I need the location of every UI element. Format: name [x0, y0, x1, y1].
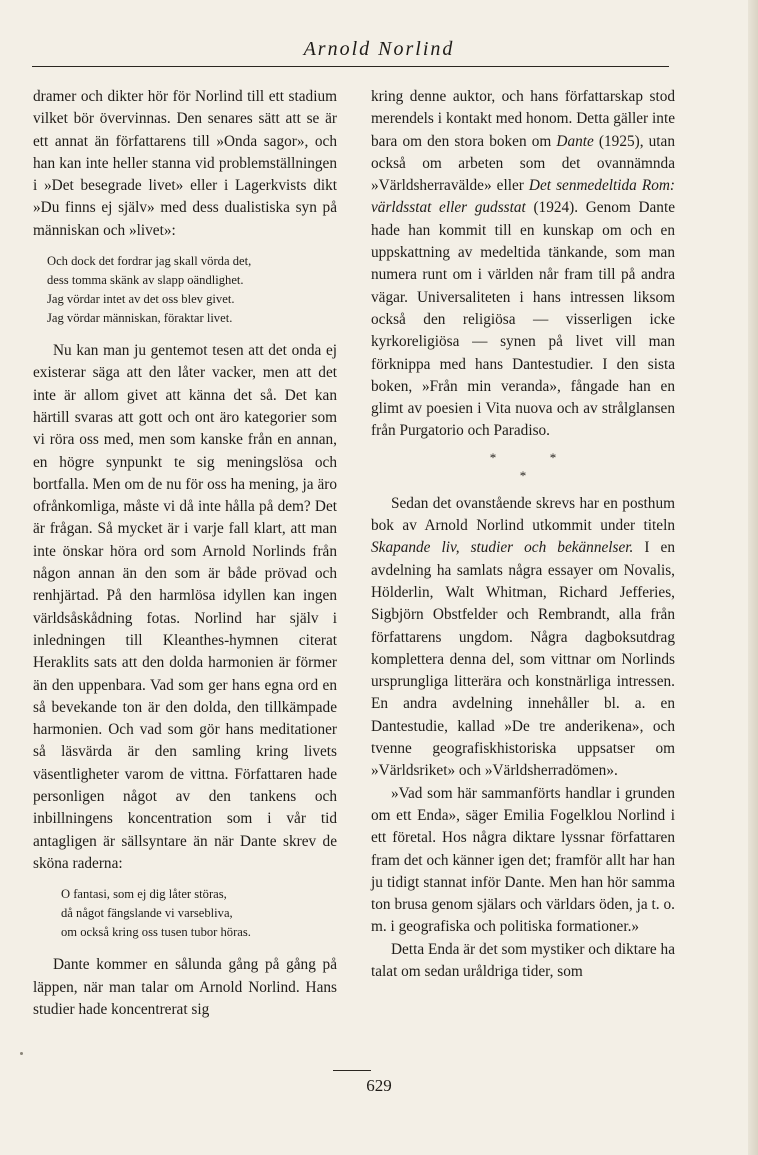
book-title: Det senmedeltida Rom: världsstat eller gudsstat: [371, 177, 675, 217]
section-break-asterisks: [371, 449, 675, 485]
paragraph: kring denne auktor, och hans författarskap stod merendels i kontakt med honom. Detta gäller inte bara om den stora boken om Dante (1925), utan också om arbeten som det ovannämnda »Världsherravälde» eller Det senmedeltida Rom: världsstat eller gudsstat (1924). Genom Dante hade han kommit till en kunskap om och en uppskattning av medeltida tänkande, som man numera runt om i världen når fram till på andra vägar. Universaliteten i hans intressen liksom också den religiösa — visserligen icke kyrkoreligiösa — synen på livet vill man förknippa med hans Dantestudier. I den sista boken, »Från min veranda», fångade han en glimt av poesien i Vita nuova och av strålglansen från Purgatorio och Paradiso.: [371, 88, 675, 440]
paragraph: Dante kommer en sålunda gång på gång på läppen, när man talar om Arnold Norlind. Hans studier hade koncentrerat sig: [33, 956, 337, 1018]
paragraph: Detta Enda är det som mystiker och diktare ha talat om sedan uråldriga tider, som: [371, 940, 675, 980]
asterisk: *: [549, 449, 557, 465]
running-head: Arnold Norlind: [303, 38, 455, 60]
left-column: [33, 86, 337, 1021]
verse-line: då något fängslande vi varsebliva,: [61, 906, 233, 921]
verse-line: om också kring oss tusen tubor höras.: [61, 925, 251, 940]
verse-line: Jag vördar människan, föraktar livet.: [47, 311, 233, 326]
right-column: [371, 86, 675, 983]
verse-line: dess tomma skänk av slapp oändlighet.: [47, 273, 244, 288]
book-title: Skapande liv, studier och bekännelser.: [371, 539, 634, 557]
verse-quote: [61, 885, 337, 942]
folio-rule: [333, 1070, 371, 1071]
verse-line: Jag vördar intet av det oss blev givet.: [47, 292, 235, 307]
asterisk: *: [489, 449, 497, 465]
paragraph: dramer och dikter hör för Norlind till ett stadium vilket bör övervinnas. Den senares sätt att se är ett annat än författarens till »Onda sagor», och han kan inte heller stanna vid problemställningen i »Det besegrade livet» eller i Lagerkvists dikt »Du finns ej själv» med dess dualistiska syn på människan och »livet»:: [33, 88, 337, 239]
paragraph: Sedan det ovanstående skrevs har en posthum bok av Arnold Norlind utkommit under titeln Skapande liv, studier och bekännelser. I en avdelning ha samlats några essayer om Novalis, Hölderlin, Walt Whitman, Richard Jefferies, Sigbjörn Obstfelder och Rembrandt, alla från författarens ungdom. Några dagboksutdrag komplettera denna del, som vittnar om Norlinds ursprungliga litterära och konstnärliga intressen. En andra avdelning innehåller bl. a. en Dantestudie, kallad »De tre anderikena», och tvenne geografiskhistoriska uppsatser om »Världsriket» och »Världsherradömen».: [371, 494, 675, 780]
page-edge-shadow: [748, 0, 758, 1155]
asterisk: *: [519, 467, 527, 483]
page-number: 629: [366, 1076, 392, 1095]
paper-speck: [20, 1052, 23, 1055]
paragraph: »Vad som här sammanförts handlar i grunden om ett Enda», säger Emilia Fogelklou Norlind i ett företal. Hos några diktare lyssnar författaren fram det och känner igen det; framför allt har han ju tidigt stannat inför Dante. Men han hör samma ton brusa genom själars och världars öden, ja t. o. m. i geografiska och politiska formationer.»: [371, 784, 675, 936]
verse-quote: [47, 252, 337, 328]
header-rule: [32, 66, 669, 67]
paragraph: Nu kan man ju gentemot tesen att det onda ej existerar säga att den låter vacker, men att det inte är allom givet att känna det så. Det kan härtill svaras att gott och ont äro kategorier som vi röra oss med, men som kanske från en annan, en högre synpunkt te sig meningslösa och bortfalla. Men om de nu för oss ha mening, ja äro ofrånkomliga, måste vi då inte hålla på dem? Det är frågan. Så mycket är i varje fall klart, att man inte önskar höra ord som Arnold Norlinds från någon annan än den som är både prövad och renhjärtad. På den harmlösa idyllen kan ingen världsåskådning fotas. Norlind har själv i inledningen till Kleanthes-hymnen citerat Heraklits sats att den dolda harmonien är förmer än den uppenbara. Vad som ger hans egna ord en så bevekande ton är den dolda, den tillkämpade harmonien. Och vad som gör hans meditationer så läsvärda är den samling kring livets väsentligheter varom de vittna. Författaren hade personligen något av den tankens och inbillningens koncentration som i vår tid antagligen är sällsyntare än när Dante skrev de sköna raderna:: [33, 342, 337, 872]
verse-line: Och dock det fordrar jag skall vörda det,: [47, 254, 252, 269]
book-title: Dante: [556, 132, 594, 150]
verse-line: O fantasi, som ej dig låter störas,: [61, 887, 227, 902]
